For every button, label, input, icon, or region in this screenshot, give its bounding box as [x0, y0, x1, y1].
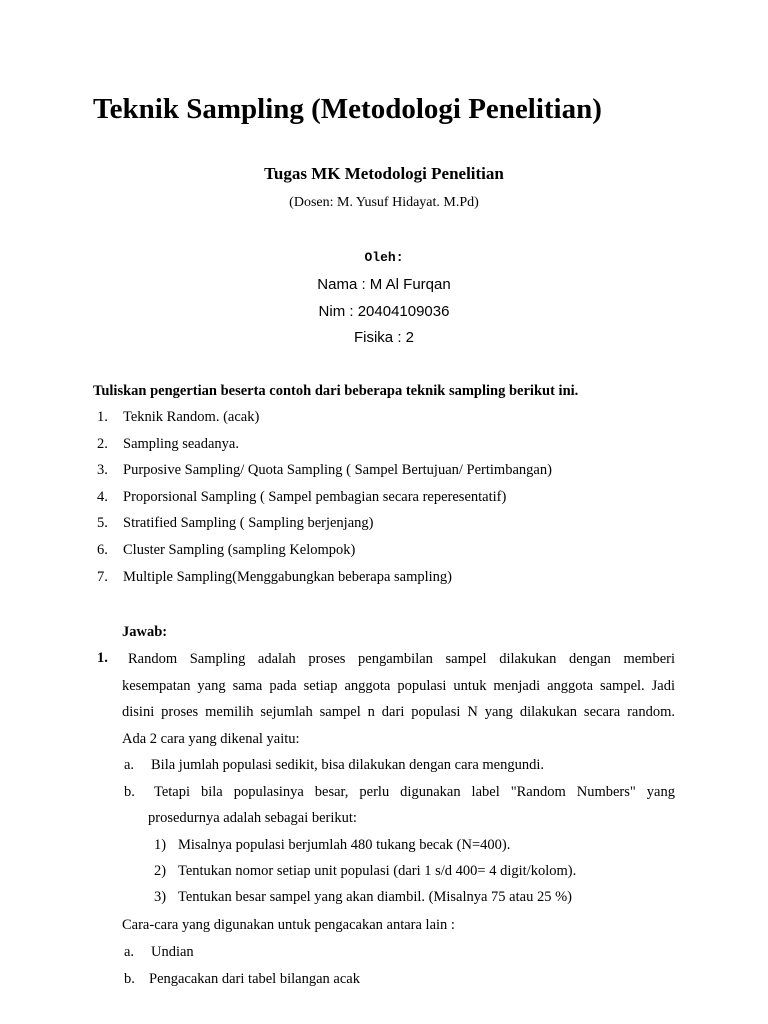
item-a-text: Bila jumlah populasi sedikit, bisa dilakukan dengan cara mengundi.	[151, 757, 545, 773]
list-item	[97, 489, 506, 506]
list-text: Teknik Random. (acak)	[123, 409, 260, 425]
author-nim: Nim : 20404109036	[318, 303, 450, 320]
step-number: 3)	[154, 889, 167, 905]
list-number: 7.	[97, 569, 108, 585]
list-number: 1.	[97, 409, 108, 425]
document-subtitle: Tugas MK Metodologi Penelitian	[264, 164, 504, 183]
paragraph-line: kesempatan yang sama pada setiap anggota populasi untuk menjadi anggota sampel. Jadi	[122, 677, 675, 694]
list-item	[97, 409, 259, 426]
paragraph-line: Ada 2 cara yang dikenal yaitu:	[122, 730, 300, 747]
document-title: Teknik Sampling (Metodologi Penelitian)	[93, 93, 602, 125]
paragraph-line: disini proses memilih sejumlah sampel n dari populasi N yang dilakukan secara random.	[122, 704, 675, 721]
list-item	[97, 569, 452, 586]
list-number: 3.	[97, 462, 108, 478]
methods-intro: Cara-cara yang digunakan untuk pengacakan antara lain :	[122, 917, 455, 933]
list-number: 6.	[97, 542, 108, 558]
list-item	[97, 515, 373, 532]
paragraph-line: Random Sampling adalah proses pengambilan sampel dilakukan dengan memberi	[128, 651, 675, 667]
step-text: Tentukan besar sampel yang akan diambil. (Misalnya 75 atau 25 %)	[178, 889, 572, 905]
list-text: Proporsional Sampling ( Sampel pembagian secara reperesentatif)	[123, 489, 507, 505]
list-number: 4.	[97, 489, 108, 505]
step-text: Misalnya populasi berjumlah 480 tukang becak (N=400).	[178, 837, 511, 853]
list-text: Cluster Sampling (sampling Kelompok)	[123, 542, 356, 558]
list-item	[97, 542, 355, 559]
step-number: 2)	[154, 863, 167, 879]
answer-number: 1.	[97, 650, 108, 666]
list-text: Purposive Sampling/ Quota Sampling ( Sampel Bertujuan/ Pertimbangan)	[123, 462, 552, 478]
method-marker: b.	[124, 971, 135, 987]
author-name: Nama : M Al Furqan	[317, 276, 451, 293]
by-label: Oleh:	[364, 250, 404, 265]
lecturer-line: (Dosen: M. Yusuf Hidayat. M.Pd)	[289, 195, 479, 210]
step-text: Tentukan nomor setiap unit populasi (dari 1 s/d 400= 4 digit/kolom).	[178, 863, 577, 879]
author-class: Fisika : 2	[353, 329, 414, 346]
method-text: Pengacakan dari tabel bilangan acak	[149, 971, 360, 987]
method-marker: a.	[124, 944, 135, 960]
item-marker-b: b.	[124, 784, 135, 800]
list-item	[97, 462, 552, 479]
list-text: Sampling seadanya.	[123, 436, 239, 452]
item-b-text: Tetapi bila populasinya besar, perlu digunakan label "Random Numbers" yang	[154, 784, 675, 800]
list-item	[97, 436, 239, 453]
item-b-text-cont: prosedurnya adalah sebagai berikut:	[148, 810, 357, 826]
list-text: Stratified Sampling ( Sampling berjenjang)	[123, 515, 374, 531]
list-text: Multiple Sampling(Menggabungkan beberapa sampling)	[123, 569, 452, 585]
step-number: 1)	[154, 837, 167, 853]
answer-label: Jawab:	[122, 624, 168, 640]
list-number: 5.	[97, 515, 108, 531]
answer-paragraph	[122, 646, 675, 752]
list-number: 2.	[97, 436, 108, 452]
method-text: Undian	[151, 944, 194, 960]
item-marker-a: a.	[124, 757, 135, 773]
instruction-text: Tuliskan pengertian beserta contoh dari beberapa teknik sampling berikut ini.	[93, 383, 579, 399]
